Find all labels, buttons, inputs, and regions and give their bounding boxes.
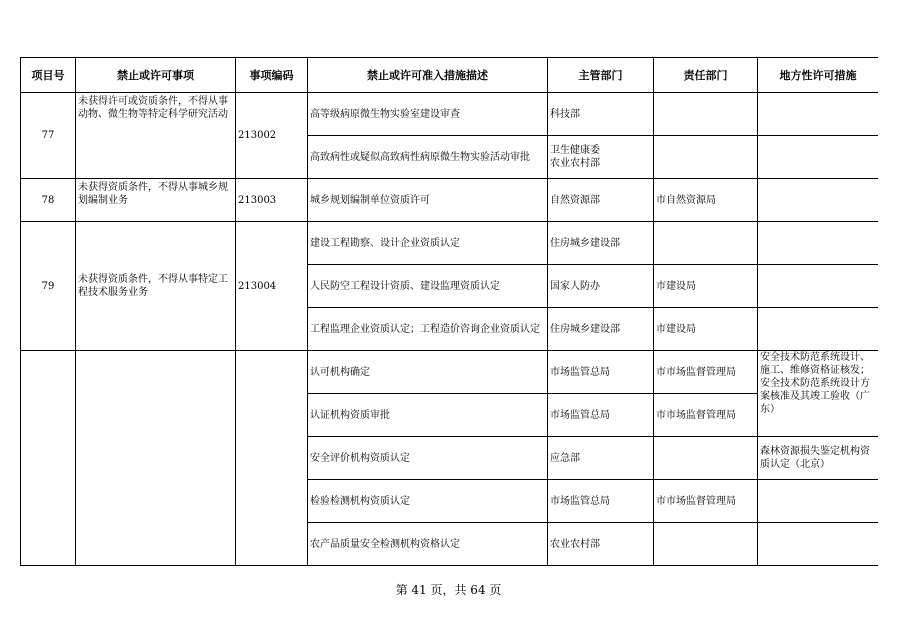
responsible-department: 市建设局	[654, 308, 758, 351]
permit-table	[20, 57, 878, 566]
competent-department: 国家人防办	[548, 265, 654, 308]
measure-description: 高致病性或疑似高致病性病原微生物实验活动审批	[308, 136, 548, 179]
responsible-department	[654, 136, 758, 179]
responsible-department: 市自然资源局	[654, 179, 758, 222]
item-number: 78	[21, 179, 76, 222]
responsible-department: 市建设局	[654, 265, 758, 308]
responsible-department	[654, 222, 758, 265]
responsible-department	[654, 93, 758, 136]
measure-description: 高等级病原微生物实验室建设审查	[308, 93, 548, 136]
measure-description: 认可机构确定	[308, 351, 548, 394]
col-header-code: 事项编码	[236, 58, 308, 93]
competent-department: 科技部	[548, 93, 654, 136]
item-number: 77	[21, 93, 76, 179]
permit-table-region	[20, 57, 878, 569]
measure-description: 农产品质量安全检测机构资格认定	[308, 523, 548, 566]
col-header-local: 地方性许可措施	[758, 58, 879, 93]
measure-description: 人民防空工程设计资质、建设监理资质认定	[308, 265, 548, 308]
item-code: 213003	[236, 179, 308, 222]
local-measure: 森林资源损失鉴定机构资质认定（北京）	[758, 437, 879, 480]
local-measure: 安全技术防范系统设计、施工、维修资格证核发；安全技术防范系统设计方案核准及其竣工验收（广东）	[758, 351, 879, 437]
responsible-department: 市市场监督管理局	[654, 351, 758, 394]
col-header-no: 项目号	[21, 58, 76, 93]
col-header-dept: 主管部门	[548, 58, 654, 93]
item-code: 213004	[236, 222, 308, 351]
local-measure	[758, 136, 879, 179]
item-description: 未获得资质条件，不得从事特定工程技术服务业务	[76, 222, 236, 351]
local-measure	[758, 523, 879, 566]
item-number	[21, 351, 76, 566]
responsible-department	[654, 523, 758, 566]
competent-department: 应急部	[548, 437, 654, 480]
responsible-department: 市市场监督管理局	[654, 480, 758, 523]
local-measure	[758, 222, 879, 265]
col-header-resp: 责任部门	[654, 58, 758, 93]
local-measure	[758, 179, 879, 222]
table-row	[21, 351, 879, 394]
competent-department: 市场监管总局	[548, 351, 654, 394]
competent-department: 住房城乡建设部	[548, 222, 654, 265]
measure-description: 检验检测机构资质认定	[308, 480, 548, 523]
competent-department: 农业农村部	[548, 523, 654, 566]
item-description: 未获得资质条件，不得从事城乡规划编制业务	[76, 179, 236, 222]
col-header-item: 禁止或许可事项	[76, 58, 236, 93]
header-row	[21, 58, 879, 93]
page-footer: 第 41 页，共 64 页	[395, 583, 502, 597]
item-code	[236, 351, 308, 566]
local-measure	[758, 93, 879, 136]
item-number: 79	[21, 222, 76, 351]
responsible-department: 市市场监督管理局	[654, 394, 758, 437]
measure-description: 城乡规划编制单位资质许可	[308, 179, 548, 222]
competent-department: 卫生健康委 农业农村部	[548, 136, 654, 179]
local-measure	[758, 480, 879, 523]
measure-description: 安全评价机构资质认定	[308, 437, 548, 480]
responsible-department	[654, 437, 758, 480]
col-header-desc: 禁止或许可准入措施描述	[308, 58, 548, 93]
competent-department: 市场监管总局	[548, 394, 654, 437]
competent-department: 市场监管总局	[548, 480, 654, 523]
table-row	[21, 93, 879, 136]
local-measure	[758, 265, 879, 308]
item-code: 213002	[236, 93, 308, 179]
local-measure	[758, 308, 879, 351]
competent-department: 住房城乡建设部	[548, 308, 654, 351]
competent-department: 自然资源部	[548, 179, 654, 222]
table-row	[21, 179, 879, 222]
measure-description: 工程监理企业资质认定；工程造价咨询企业资质认定	[308, 308, 548, 351]
measure-description: 认证机构资质审批	[308, 394, 548, 437]
table-row	[21, 222, 879, 265]
item-description: 未获得许可或资质条件，不得从事动物、微生物等特定科学研究活动	[76, 93, 236, 179]
measure-description: 建设工程勘察、设计企业资质认定	[308, 222, 548, 265]
item-description	[76, 351, 236, 566]
